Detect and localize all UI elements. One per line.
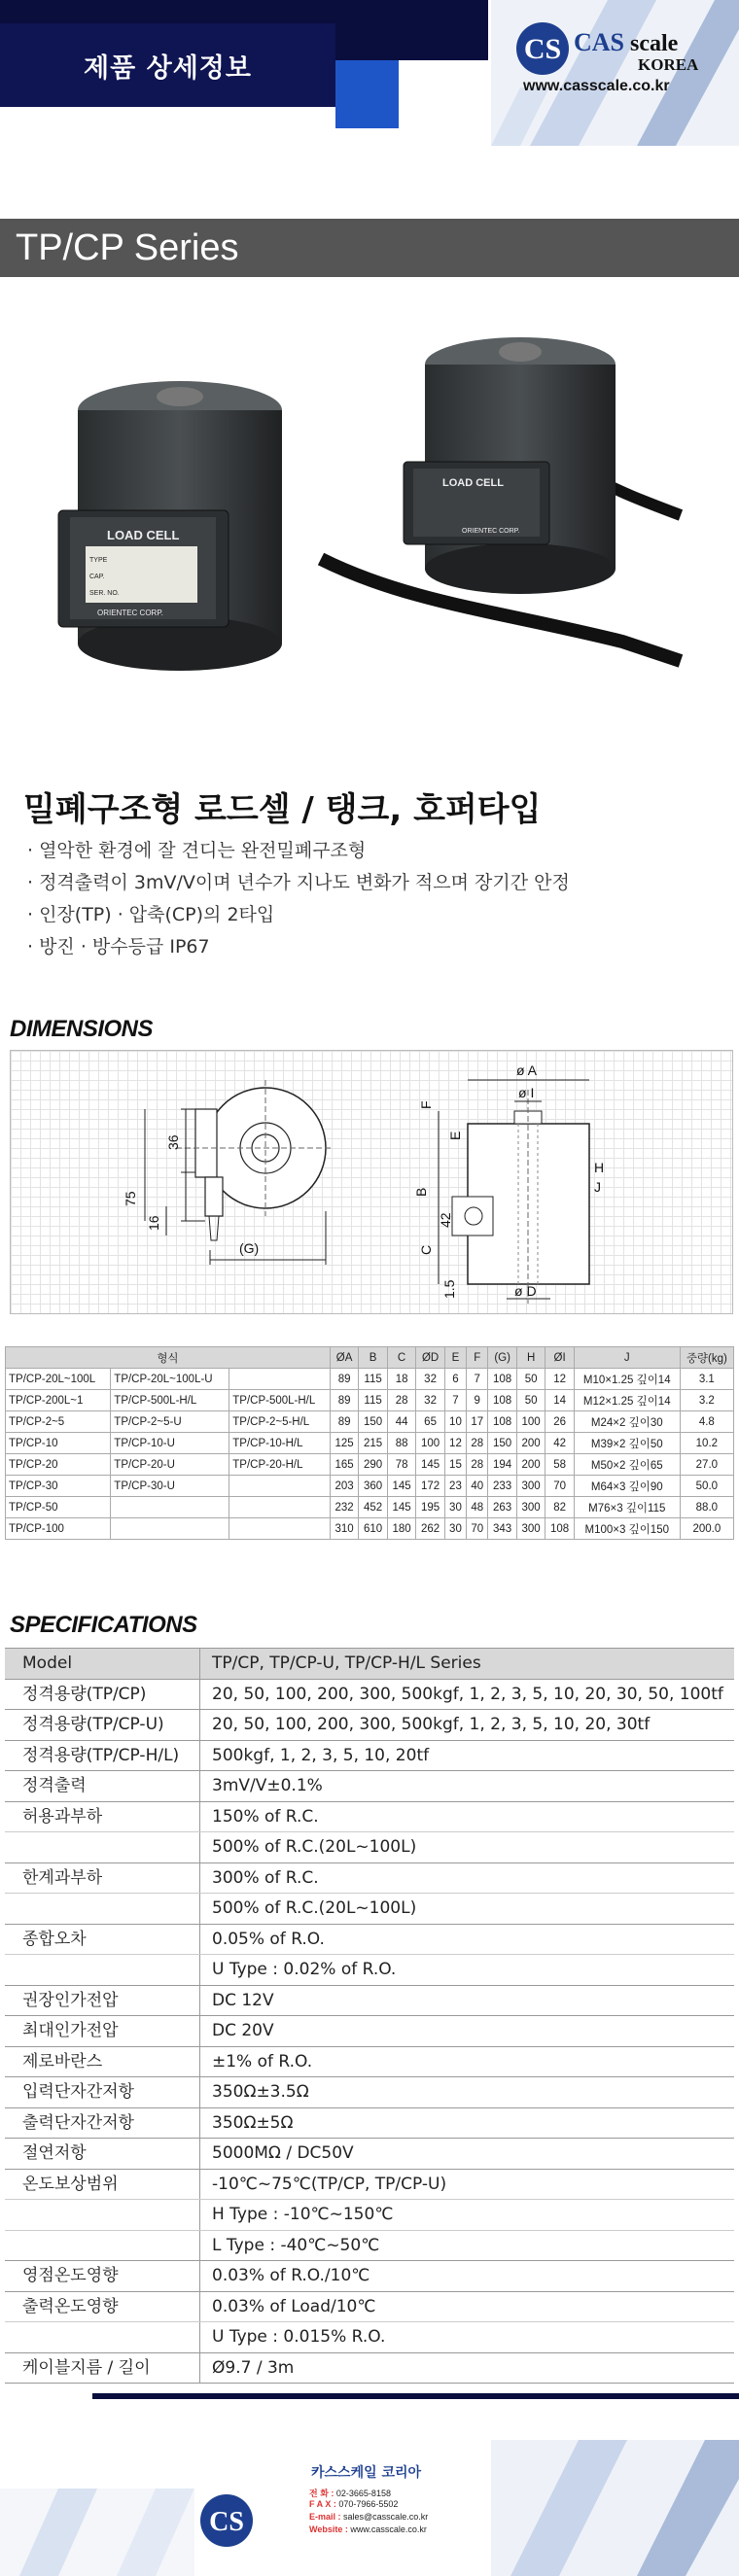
table-row [6, 1518, 734, 1540]
spec-row [5, 2231, 734, 2262]
header-blue-block [335, 60, 399, 128]
spec-value: 0.05% of R.O. [199, 1925, 734, 1955]
table-row [6, 1433, 734, 1454]
spec-key: 정격용량(TP/CP-H/L) [5, 1741, 199, 1771]
model-cell: TP/CP-50 [6, 1497, 111, 1518]
spec-value: 300% of R.C. [199, 1863, 734, 1894]
value-cell: 70 [545, 1476, 574, 1497]
value-cell: 14 [545, 1390, 574, 1411]
dim-16: 16 [146, 1215, 161, 1231]
model-cell: TP/CP-10-H/L [229, 1433, 331, 1454]
value-cell: 27.0 [680, 1454, 733, 1476]
spec-key: 케이블지름 / 길이 [5, 2353, 199, 2384]
feature-item: · 방진 · 방수등급 IP67 [27, 936, 210, 957]
value-cell: 32 [416, 1369, 444, 1390]
photo-field-serno: SER. NO. [89, 590, 120, 597]
specifications-heading: SPECIFICATIONS [10, 1612, 197, 1638]
dim-75: 75 [123, 1191, 138, 1206]
footer-web [309, 2524, 427, 2534]
value-cell: 12 [444, 1433, 466, 1454]
series-title: TP/CP Series [0, 219, 739, 277]
value-cell: 203 [330, 1476, 358, 1497]
value-cell: 3.2 [680, 1390, 733, 1411]
value-cell: 108 [545, 1518, 574, 1540]
value-cell: 108 [488, 1369, 516, 1390]
value-cell: 15 [444, 1454, 466, 1476]
spec-row [5, 2139, 734, 2170]
col-model: 형식 [6, 1347, 331, 1369]
spec-key: Model [5, 1649, 199, 1679]
spec-value: 500kgf, 1, 2, 3, 5, 10, 20tf [199, 1741, 734, 1771]
spec-value: ±1% of R.O. [199, 2047, 734, 2077]
spec-key [5, 2231, 199, 2261]
value-cell: 70 [467, 1518, 488, 1540]
spec-value: 500% of R.C.(20L~100L) [199, 1894, 734, 1924]
footer-web-value[interactable]: www.casscale.co.kr [350, 2524, 427, 2534]
spec-value: 150% of R.C. [199, 1802, 734, 1832]
value-cell: 48 [467, 1497, 488, 1518]
footer-email-value[interactable]: sales@casscale.co.kr [343, 2512, 429, 2522]
value-cell: 145 [387, 1476, 415, 1497]
model-cell: TP/CP-20L~100L [6, 1369, 111, 1390]
spec-value: DC 20V [199, 2016, 734, 2046]
product-title: 밀폐구조형 로드셀 / 탱크, 호퍼타입 [23, 790, 542, 829]
value-cell: 200 [516, 1433, 545, 1454]
photo-maker-right: ORIENTEC CORP. [462, 528, 520, 535]
page-title: 제품 상세정보 [0, 23, 335, 107]
value-cell: 9 [467, 1390, 488, 1411]
footer-tel [309, 2487, 391, 2499]
value-cell: 233 [488, 1476, 516, 1497]
spec-value: 500% of R.C.(20L~100L) [199, 1832, 734, 1862]
spec-row [5, 1802, 734, 1833]
dim-e: E [447, 1131, 463, 1140]
value-cell: 200.0 [680, 1518, 733, 1540]
value-cell: M76×3 깊이115 [574, 1497, 680, 1518]
dim-c: C [418, 1244, 434, 1255]
spec-value: 5000MΩ / DC50V [199, 2139, 734, 2169]
spec-row [5, 2292, 734, 2323]
col-c: C [387, 1347, 415, 1369]
feature-item: · 정격출력이 3mV/V이며 년수가 지나도 변화가 적으며 장기간 안정 [27, 872, 570, 893]
spec-value: Ø9.7 / 3m [199, 2353, 734, 2384]
spec-key: 출력온도영향 [5, 2292, 199, 2322]
footer-cs-logo [199, 2493, 254, 2548]
value-cell: 172 [416, 1476, 444, 1497]
value-cell: 610 [359, 1518, 387, 1540]
spec-row [5, 2108, 734, 2140]
spec-key: 권장인가전압 [5, 1986, 199, 2016]
spec-row [5, 1771, 734, 1802]
value-cell: 125 [330, 1433, 358, 1454]
value-cell: 145 [416, 1454, 444, 1476]
model-cell: TP/CP-20-H/L [229, 1454, 331, 1476]
spec-key: 온도보상범위 [5, 2170, 199, 2200]
col-g: (G) [488, 1347, 516, 1369]
value-cell: 343 [488, 1518, 516, 1540]
value-cell: M64×3 깊이90 [574, 1476, 680, 1497]
footer-tel-value[interactable]: 02-3665-8158 [335, 2489, 391, 2498]
spec-key: 종합오차 [5, 1925, 199, 1955]
value-cell: 115 [359, 1369, 387, 1390]
value-cell: 360 [359, 1476, 387, 1497]
footer-tel-label: 전 화 : [309, 2489, 334, 2498]
spec-key [5, 2322, 199, 2352]
spec-key: 정격출력 [5, 1771, 199, 1801]
model-cell: TP/CP-20 [6, 1454, 111, 1476]
value-cell: 10.2 [680, 1433, 733, 1454]
col-oa: ØA [330, 1347, 358, 1369]
model-cell [229, 1518, 331, 1540]
spec-value: 20, 50, 100, 200, 300, 500kgf, 1, 2, 3, 5, 10, 20, 30tf [199, 1710, 734, 1740]
spec-row [5, 1710, 734, 1741]
footer-fax-label: F A X : [309, 2499, 336, 2509]
spec-row [5, 2016, 734, 2047]
value-cell: M39×2 깊이50 [574, 1433, 680, 1454]
value-cell: 195 [416, 1497, 444, 1518]
spec-value: 350Ω±5Ω [199, 2108, 734, 2139]
dimension-table [5, 1346, 734, 1540]
spec-row [5, 2353, 734, 2385]
value-cell: 115 [359, 1390, 387, 1411]
value-cell: 263 [488, 1497, 516, 1518]
table-header-row [6, 1347, 734, 1369]
spec-row [5, 2200, 734, 2231]
footer-decor-left [0, 2489, 194, 2576]
dim-h: H [594, 1160, 605, 1175]
value-cell: 7 [467, 1369, 488, 1390]
spec-key: 입력단자간저항 [5, 2077, 199, 2107]
value-cell: 32 [416, 1390, 444, 1411]
dimensions-heading: DIMENSIONS [10, 1016, 154, 1042]
value-cell: 40 [467, 1476, 488, 1497]
table-row [6, 1454, 734, 1476]
value-cell: 89 [330, 1390, 358, 1411]
spec-row [5, 1955, 734, 1986]
spec-row [5, 1894, 734, 1925]
spec-key [5, 2200, 199, 2230]
spec-key: 출력단자간저항 [5, 2108, 199, 2139]
spec-row [5, 1741, 734, 1772]
value-cell: M12×1.25 깊이14 [574, 1390, 680, 1411]
spec-row [5, 1648, 734, 1680]
table-row [6, 1476, 734, 1497]
spec-value: TP/CP, TP/CP-U, TP/CP-H/L Series [199, 1649, 734, 1679]
value-cell: 300 [516, 1497, 545, 1518]
footer-company: 카스스케일 코리아 [311, 2465, 422, 2481]
value-cell: 88 [387, 1433, 415, 1454]
value-cell: 300 [516, 1476, 545, 1497]
model-cell [229, 1497, 331, 1518]
model-cell [229, 1476, 331, 1497]
product-photo [0, 292, 739, 748]
dim-f: F [418, 1100, 434, 1109]
value-cell: 452 [359, 1497, 387, 1518]
model-cell: TP/CP-500L-H/L [229, 1390, 331, 1411]
value-cell: 50 [516, 1369, 545, 1390]
spec-value: H Type : -10℃~150℃ [199, 2200, 734, 2230]
feature-item: · 열악한 환경에 잘 견디는 완전밀폐구조형 [27, 840, 367, 861]
photo-label-left: LOAD CELL [107, 528, 180, 542]
model-cell: TP/CP-20-U [111, 1454, 229, 1476]
header-website[interactable]: www.casscale.co.kr [523, 78, 670, 94]
value-cell: 26 [545, 1411, 574, 1433]
photo-label-right: LOAD CELL [442, 477, 504, 489]
value-cell: 42 [545, 1433, 574, 1454]
dim-b: B [413, 1187, 429, 1197]
value-cell: 165 [330, 1454, 358, 1476]
spec-key: 허용과부하 [5, 1802, 199, 1832]
spec-key: 영점온도영향 [5, 2261, 199, 2291]
spec-value: 350Ω±3.5Ω [199, 2077, 734, 2107]
value-cell: 44 [387, 1411, 415, 1433]
value-cell: M100×3 깊이150 [574, 1518, 680, 1540]
spec-value: -10℃~75℃(TP/CP, TP/CP-U) [199, 2170, 734, 2200]
model-cell [111, 1518, 229, 1540]
spec-row [5, 1832, 734, 1863]
spec-key: 한계과부하 [5, 1863, 199, 1894]
value-cell: 65 [416, 1411, 444, 1433]
col-h: H [516, 1347, 545, 1369]
value-cell: 215 [359, 1433, 387, 1454]
value-cell: 12 [545, 1369, 574, 1390]
spec-value: U Type : 0.02% of R.O. [199, 1955, 734, 1985]
spec-value: 0.03% of R.O./10℃ [199, 2261, 734, 2291]
value-cell: M10×1.25 깊이14 [574, 1369, 680, 1390]
spec-key: 절연저항 [5, 2139, 199, 2169]
model-cell [229, 1369, 331, 1390]
spec-row [5, 2077, 734, 2108]
spec-key: 최대인가전압 [5, 2016, 199, 2046]
value-cell: 28 [387, 1390, 415, 1411]
value-cell: 78 [387, 1454, 415, 1476]
logo-cas: CAS [574, 28, 625, 56]
col-oi: ØI [545, 1347, 574, 1369]
footer-email-label: E-mail : [309, 2512, 341, 2522]
value-cell: 200 [516, 1454, 545, 1476]
model-cell: TP/CP-500L-H/L [111, 1390, 229, 1411]
value-cell: 3.1 [680, 1369, 733, 1390]
spec-value: DC 12V [199, 1986, 734, 2016]
spec-row [5, 2047, 734, 2078]
col-weight: 중량(kg) [680, 1347, 733, 1369]
model-cell: TP/CP-200L~1 [6, 1390, 111, 1411]
dim-oi: ø I [518, 1085, 535, 1100]
model-cell: TP/CP-20L~100L-U [111, 1369, 229, 1390]
model-cell: TP/CP-2~5-U [111, 1411, 229, 1433]
value-cell: 150 [488, 1433, 516, 1454]
spec-value: L Type : -40℃~50℃ [199, 2231, 734, 2261]
footer-decor-right [491, 2440, 739, 2576]
value-cell: 194 [488, 1454, 516, 1476]
dim-j: J [594, 1179, 601, 1195]
value-cell: 232 [330, 1497, 358, 1518]
spec-row [5, 1925, 734, 1956]
value-cell: 89 [330, 1411, 358, 1433]
spec-value: 0.03% of Load/10℃ [199, 2292, 734, 2322]
value-cell: 262 [416, 1518, 444, 1540]
spec-row [5, 2322, 734, 2353]
value-cell: 50 [516, 1390, 545, 1411]
logo-korea: KOREA [638, 55, 699, 74]
value-cell: 7 [444, 1390, 466, 1411]
footer-line [92, 2393, 739, 2399]
logo-scale: scale [630, 31, 679, 56]
value-cell: 4.8 [680, 1411, 733, 1433]
spec-table [5, 1648, 734, 2384]
dim-1-5: 1.5 [441, 1279, 457, 1299]
model-cell: TP/CP-30 [6, 1476, 111, 1497]
spec-row [5, 2170, 734, 2201]
value-cell: 28 [467, 1433, 488, 1454]
model-cell: TP/CP-100 [6, 1518, 111, 1540]
col-f: F [467, 1347, 488, 1369]
value-cell: 150 [359, 1411, 387, 1433]
col-od: ØD [416, 1347, 444, 1369]
spec-row [5, 1863, 734, 1895]
spec-key [5, 1894, 199, 1924]
value-cell: 18 [387, 1369, 415, 1390]
value-cell: 180 [387, 1518, 415, 1540]
col-e: E [444, 1347, 466, 1369]
model-cell: TP/CP-10 [6, 1433, 111, 1454]
model-cell: TP/CP-10-U [111, 1433, 229, 1454]
value-cell: 100 [416, 1433, 444, 1454]
model-cell: TP/CP-2~5-H/L [229, 1411, 331, 1433]
table-row [6, 1497, 734, 1518]
dim-g: (G) [239, 1240, 260, 1256]
model-cell: TP/CP-2~5 [6, 1411, 111, 1433]
value-cell: 28 [467, 1454, 488, 1476]
footer-cs-mark: CS [209, 2507, 244, 2537]
footer-fax-value: 070-7966-5502 [338, 2499, 399, 2509]
model-cell [111, 1497, 229, 1518]
table-row [6, 1390, 734, 1411]
dim-42: 42 [438, 1212, 453, 1228]
dimension-drawing [10, 1050, 733, 1314]
value-cell: 145 [387, 1497, 415, 1518]
spec-row [5, 1680, 734, 1711]
value-cell: 108 [488, 1411, 516, 1433]
value-cell: 23 [444, 1476, 466, 1497]
footer-email [309, 2512, 428, 2522]
feature-item: · 인장(TP) · 압축(CP)의 2타입 [27, 904, 275, 925]
spec-key: 제로바란스 [5, 2047, 199, 2077]
spec-key [5, 1832, 199, 1862]
value-cell: M50×2 깊이65 [574, 1454, 680, 1476]
value-cell: 100 [516, 1411, 545, 1433]
logo-cs-mark: CS [523, 33, 562, 65]
dim-36: 36 [165, 1134, 181, 1150]
spec-value: 20, 50, 100, 200, 300, 500kgf, 1, 2, 3, 5, 10, 20, 30, 50, 100tf [199, 1680, 734, 1710]
value-cell: 10 [444, 1411, 466, 1433]
value-cell: 310 [330, 1518, 358, 1540]
value-cell: 89 [330, 1369, 358, 1390]
value-cell: 108 [488, 1390, 516, 1411]
spec-value: U Type : 0.015% R.O. [199, 2322, 734, 2352]
value-cell: 30 [444, 1518, 466, 1540]
dim-od: ø D [514, 1283, 537, 1299]
value-cell: 58 [545, 1454, 574, 1476]
value-cell: 290 [359, 1454, 387, 1476]
value-cell: 300 [516, 1518, 545, 1540]
photo-field-type: TYPE [89, 557, 108, 564]
cas-logo[interactable] [513, 19, 718, 78]
footer-web-label: Website : [309, 2524, 348, 2534]
spec-row [5, 1986, 734, 2017]
col-j: J [574, 1347, 680, 1369]
value-cell: 6 [444, 1369, 466, 1390]
value-cell: M24×2 깊이30 [574, 1411, 680, 1433]
value-cell: 82 [545, 1497, 574, 1518]
value-cell: 17 [467, 1411, 488, 1433]
photo-maker-left: ORIENTEC CORP. [97, 609, 163, 617]
table-row [6, 1411, 734, 1433]
value-cell: 30 [444, 1497, 466, 1518]
spec-key: 정격용량(TP/CP-U) [5, 1710, 199, 1740]
model-cell: TP/CP-30-U [111, 1476, 229, 1497]
spec-row [5, 2261, 734, 2292]
table-row [6, 1369, 734, 1390]
value-cell: 88.0 [680, 1497, 733, 1518]
dim-oa: ø A [516, 1062, 538, 1078]
value-cell: 50.0 [680, 1476, 733, 1497]
col-b: B [359, 1347, 387, 1369]
spec-key [5, 1955, 199, 1985]
footer-fax [309, 2499, 398, 2509]
spec-key: 정격용량(TP/CP) [5, 1680, 199, 1710]
photo-field-cap: CAP. [89, 574, 105, 580]
spec-value: 3mV/V±0.1% [199, 1771, 734, 1801]
